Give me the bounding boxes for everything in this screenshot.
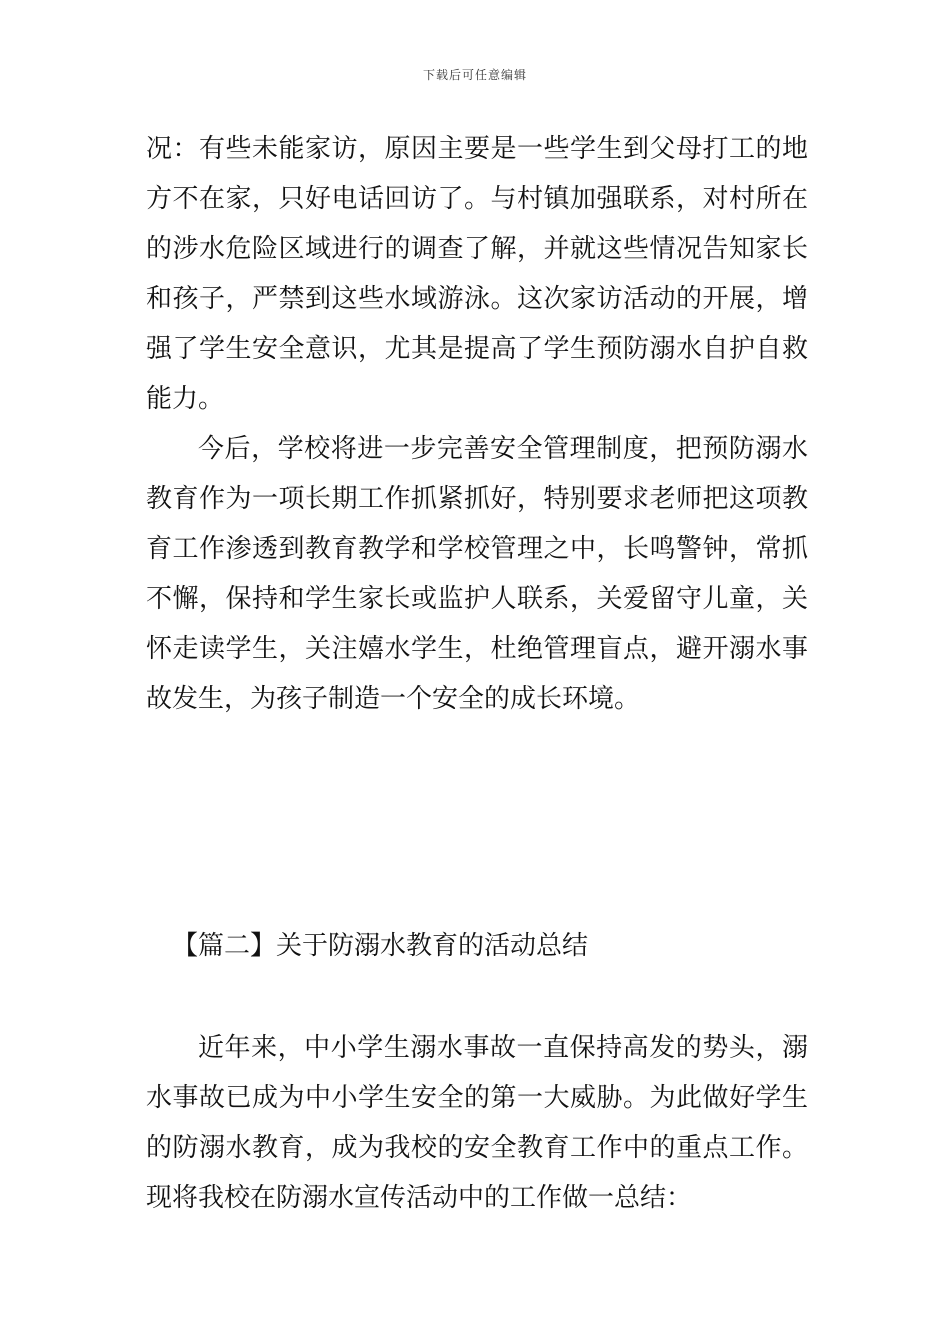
- section-title: 【篇二】关于防溺水教育的活动总结: [172, 931, 589, 961]
- section-paragraph: 近年来，中小学生溺水事故一直保持高发的势头，溺水事故已成为中小学生安全的第一大威胁。为此做好学生的防溺水教育，成为我校的安全教育工作中的重点工作。现将我校在防溺水宣传活动中的工作做一总结：: [146, 1033, 808, 1213]
- body-paragraph: 况：有些未能家访，原因主要是一些学生到父母打工的地方不在家，只好电话回访了。与村镇加强联系，对村所在的涉水危险区域进行的调查了解，并就这些情况告知家长和孩子，严禁到这些水域游泳。这次家访活动的开展，增强了学生安全意识，尤其是提高了学生预防溺水自护自救能力。: [146, 134, 808, 414]
- page-header-note: 下载后可任意编辑: [422, 68, 527, 82]
- body-paragraph: 今后，学校将进一步完善安全管理制度，把预防溺水教育作为一项长期工作抓紧抓好，特别要求老师把这项教育工作渗透到教育教学和学校管理之中，长鸣警钟，常抓不懈，保持和学生家长或监护人联系，关爱留守儿童，关怀走读学生，关注嬉水学生，杜绝管理盲点，避开溺水事故发生，为孩子制造一个安全的成长环境。: [146, 434, 808, 714]
